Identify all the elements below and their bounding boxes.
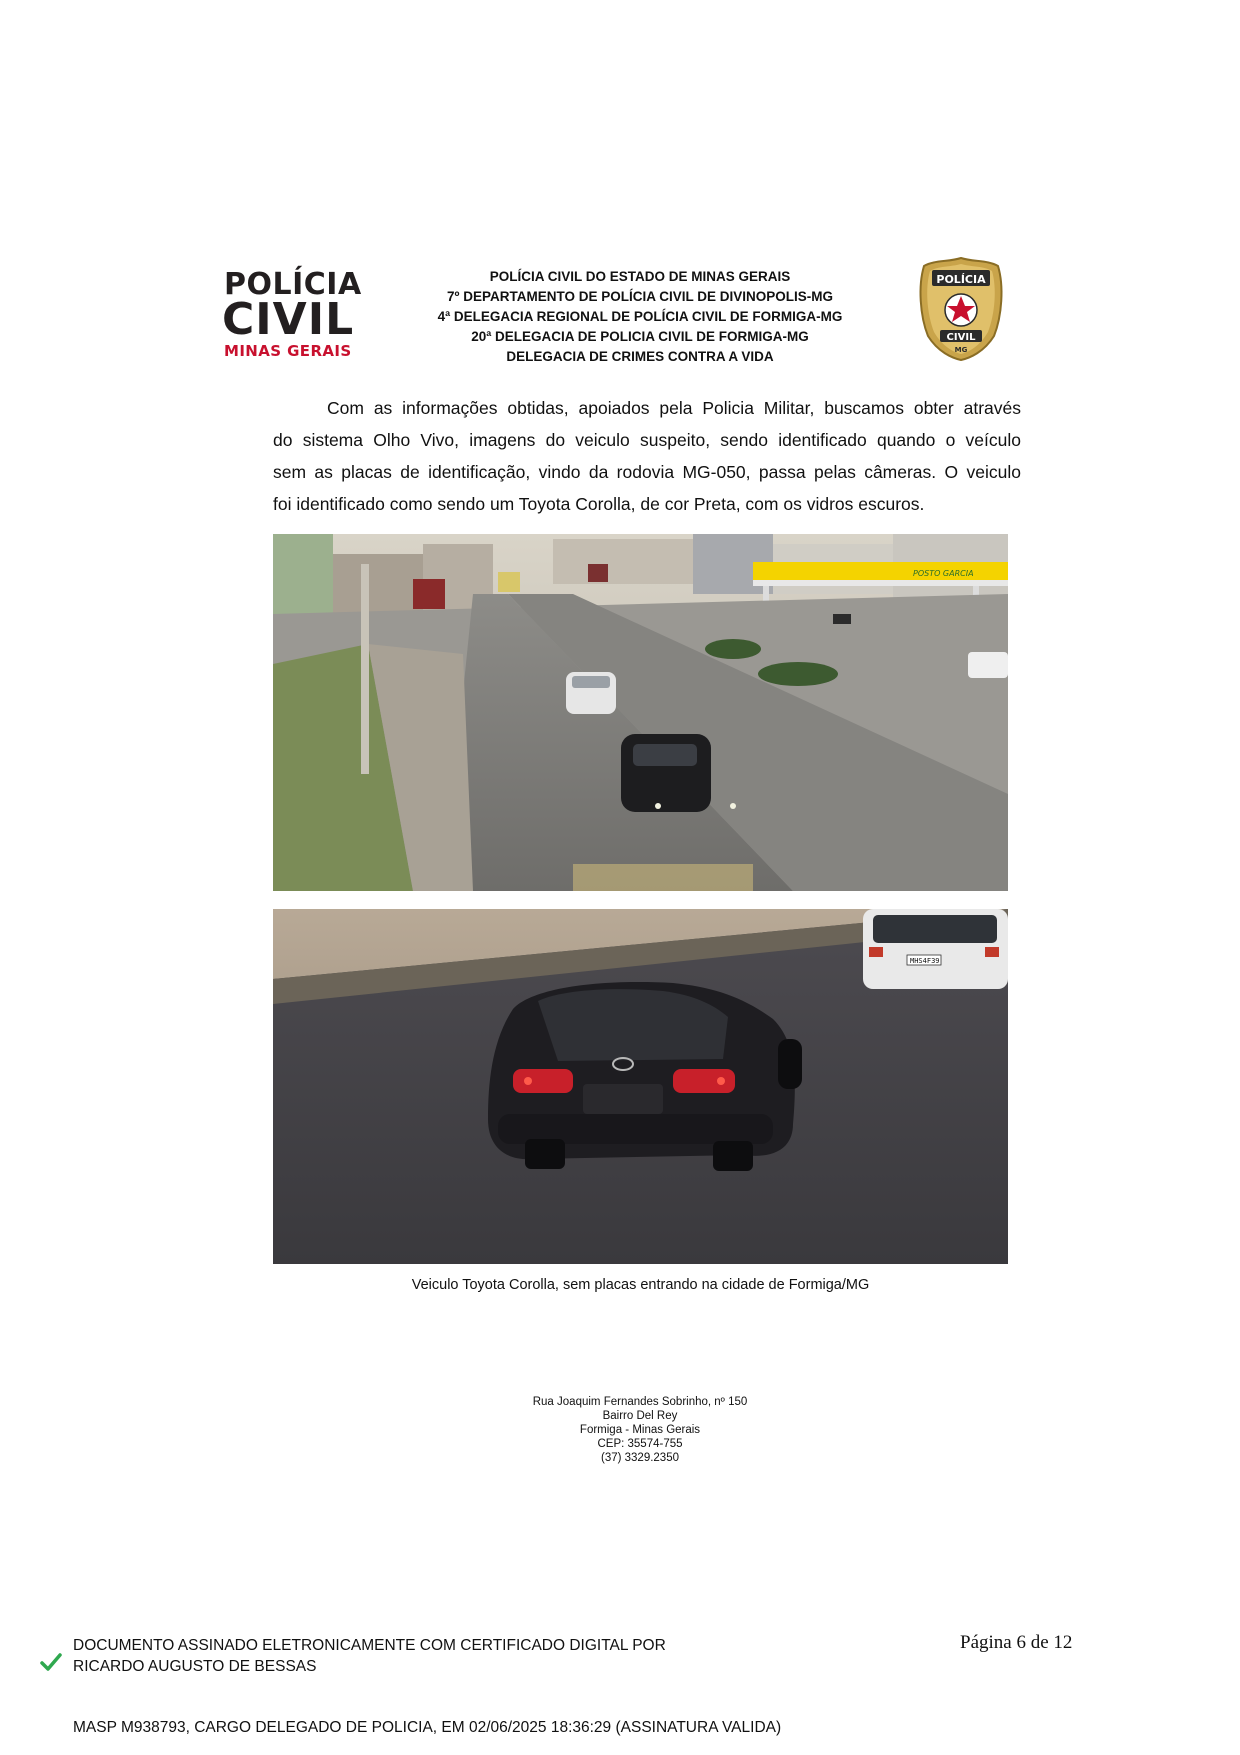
logo-civil-text: CIVIL — [222, 294, 355, 345]
address-phone: (37) 3329.2350 — [600, 1452, 679, 1464]
header-line-3: 4ª DELEGACIA REGIONAL DE POLÍCIA CIVIL DE FORMIGA-MG — [437, 309, 843, 324]
header-line-2: 7º DEPARTAMENTO DE POLÍCIA CIVIL DE DIVINOPOLIS-MG — [447, 289, 833, 304]
body-line-4: foi identificado como sendo um Toyota Corolla, de cor Preta, com os vidros escuros. — [273, 494, 925, 514]
body-line-2: do sistema Olho Vivo, imagens do veiculo suspeito, sendo identificado quando o veículo — [273, 430, 1021, 450]
svg-text:POLÍCIA: POLÍCIA — [936, 273, 986, 286]
page-number: Página 6 de 12 — [960, 1632, 1073, 1653]
signature-line-3: MASP M938793, CARGO DELEGADO DE POLICIA, EM 02/06/2025 18:36:29 (ASSINATURA VALIDA) — [73, 1719, 782, 1736]
camera-photo-rear-view — [273, 909, 1008, 1264]
address-city: Formiga - Minas Gerais — [579, 1424, 701, 1436]
logo-policia-text: POLÍCIA — [224, 267, 362, 302]
body-paragraph — [273, 392, 1021, 520]
svg-text:MHS4F39: MHS4F39 — [910, 957, 940, 965]
police-badge-icon — [918, 256, 1004, 362]
address-neighborhood: Bairro Del Rey — [602, 1410, 678, 1422]
header-line-5: DELEGACIA DE CRIMES CONTRA A VIDA — [506, 349, 774, 364]
svg-text:MG: MG — [954, 346, 968, 354]
signature-line-1: DOCUMENTO ASSINADO ELETRONICAMENTE COM CERTIFICADO DIGITAL POR — [73, 1637, 666, 1654]
body-line-1: Com as informações obtidas, apoiados pela Policia Militar, buscamos obter através — [327, 398, 1021, 418]
address-cep: CEP: 35574-755 — [597, 1438, 683, 1450]
logo-minas-gerais-text: MINAS GERAIS — [224, 342, 352, 360]
photo-caption: Veiculo Toyota Corolla, sem placas entrando na cidade de Formiga/MG — [411, 1277, 870, 1293]
svg-text:CIVIL: CIVIL — [946, 332, 976, 343]
signature-line-2: RICARDO AUGUSTO DE BESSAS — [73, 1658, 317, 1675]
header-line-1: POLÍCIA CIVIL DO ESTADO DE MINAS GERAIS — [489, 269, 791, 284]
header-line-4: 20ª DELEGACIA DE POLICIA CIVIL DE FORMIGA-MG — [471, 329, 809, 344]
body-line-3: sem as placas de identificação, vindo da rodovia MG-050, passa pelas câmeras. O veiculo — [273, 462, 1021, 482]
svg-text:POSTO GARCIA: POSTO GARCIA — [913, 569, 974, 578]
check-icon — [40, 1652, 62, 1672]
camera-photo-street — [273, 534, 1008, 891]
address-street: Rua Joaquim Fernandes Sobrinho, nº 150 — [532, 1396, 748, 1408]
